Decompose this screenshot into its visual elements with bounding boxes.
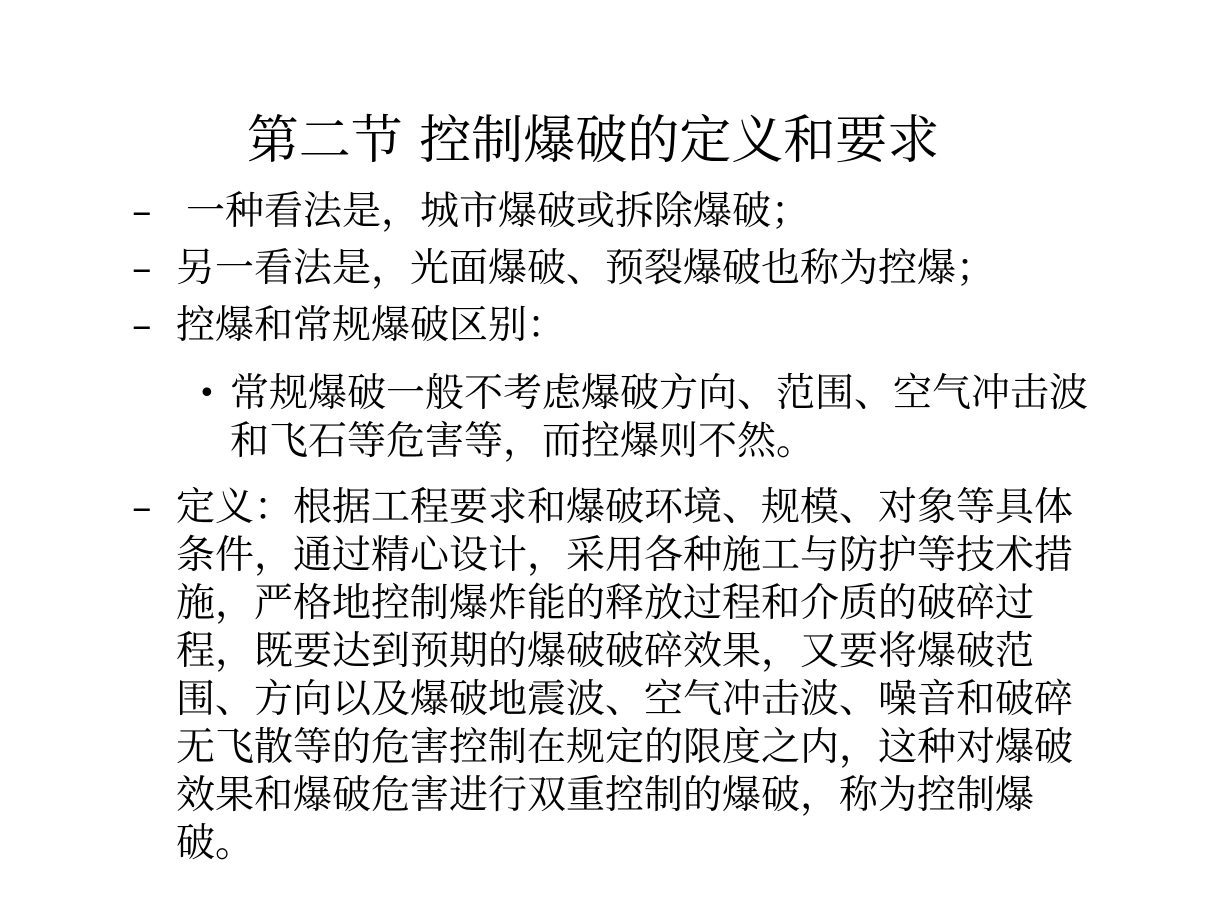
list-item xyxy=(132,484,1092,868)
list-item-text: 控爆和常规爆破区别： xyxy=(176,303,567,348)
list-item xyxy=(132,188,1092,236)
slide-title: 第二节 控制爆破的定义和要求 xyxy=(246,111,940,171)
list-item xyxy=(132,302,1092,350)
dash-bullet: – xyxy=(132,246,152,291)
list-item-text: 另一看法是，光面爆破、预裂爆破也称为控爆； xyxy=(176,246,996,291)
list-item xyxy=(132,245,1092,293)
list-item-text: 一种看法是，城市爆破或拆除爆破； xyxy=(186,189,811,234)
slide-content xyxy=(132,188,1092,877)
dot-bullet: • xyxy=(198,376,216,411)
list-item-text: 定义：根据工程要求和爆破环境、规模、对象等具体条件，通过精心设计，采用各种施工与防护等技术措施，严格地控制爆炸能的释放过程和介质的破碎过程，既要达到预期的爆破破碎效果，又要将爆破范围、方向以及爆破地震波、空气冲击波、噪音和破碎无飞散等的危害控制在规定的限度之内，这种对爆破效果和爆破危害进行双重控制的爆破，称为控制爆破。 xyxy=(176,485,1074,866)
dash-bullet: – xyxy=(132,303,152,348)
sub-list-item xyxy=(132,370,1092,466)
dash-bullet: – xyxy=(132,189,152,234)
dash-bullet: – xyxy=(132,485,152,530)
sub-list-item-text: 常规爆破一般不考虑爆破方向、范围、空气冲击波和飞石等危害等，而控爆则不然。 xyxy=(230,371,1089,464)
